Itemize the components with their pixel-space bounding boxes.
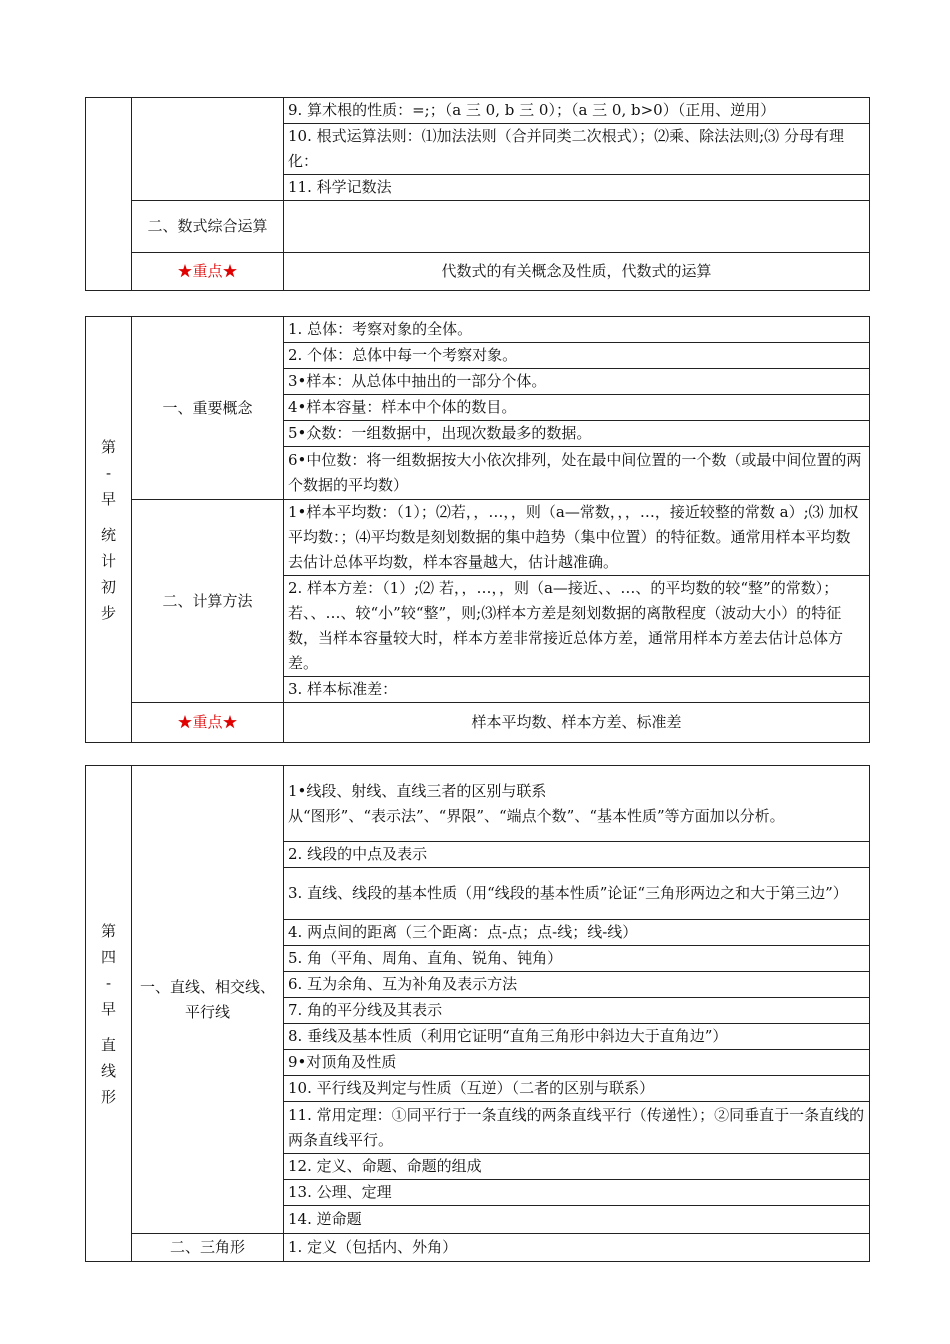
section-3-table — [85, 765, 870, 1262]
section-2-table — [85, 316, 870, 743]
content-row: 3•样本：从总体中抽出的一部分个体。 — [284, 369, 870, 395]
content-row: 9•对顶角及性质 — [284, 1050, 870, 1076]
content-row: 8. 垂线及基本性质（利用它证明“直角三角形中斜边大于直角边”） — [284, 1024, 870, 1050]
key-point-label: ★重点★ — [132, 253, 284, 291]
content-row: 6. 互为余角、互为补角及表示方法 — [284, 972, 870, 998]
content-row: 1•样本平均数：（1）；⑵若，，…，，则（a—常数，，，…，接近较整的常数 a）;⑶ 加权平均数：；⑷平均数是刻划数据的集中趋势（集中位置）的特征数。通常用样本平均数去估计总体平均数，样本容量越大，估计越准确。 — [284, 500, 870, 576]
content-row: 3. 样本标准差： — [284, 677, 870, 703]
content-row: 2. 样本方差：（1）;⑵ 若，，…，，则（a—接近、、…、的平均数的较“整”的常数）；若、、…、较“小”较“整”，则;⑶样本方差是刻划数据的离散程度（波动大小）的特征数，当样本容量较大时，样本方差非常接近总体方差，通常用样本方差去估计总体方差。 — [284, 576, 870, 677]
chapter-cell — [86, 766, 132, 1262]
key-point-label: ★重点★ — [132, 703, 284, 743]
chapter-cell — [86, 98, 132, 291]
sub-topic-label: 一、重要概念 — [132, 317, 284, 500]
sub-topic-label: 二、三角形 — [132, 1234, 284, 1262]
chapter-cell — [86, 317, 132, 743]
content-row: 4•样本容量：样本中个体的数目。 — [284, 395, 870, 421]
content-row: 7. 角的平分线及其表示 — [284, 998, 870, 1024]
content-row: 6•中位数：将一组数据按大小依次排列，处在最中间位置的一个数（或最中间位置的两个数据的平均数） — [284, 447, 870, 500]
content-row: 11. 常用定理：①同平行于一条直线的两条直线平行（传递性）；②同垂直于一条直线的两条直线平行。 — [284, 1102, 870, 1154]
content-row: 5. 角（平角、周角、直角、锐角、钝角） — [284, 946, 870, 972]
content-row: 1. 总体：考察对象的全体。 — [284, 317, 870, 343]
key-point-text: 样本平均数、样本方差、标准差 — [284, 703, 870, 743]
content-row: 13. 公理、定理 — [284, 1180, 870, 1206]
sub-topic-label: 二、数式综合运算 — [132, 201, 284, 253]
content-row: 2. 个体：总体中每一个考察对象。 — [284, 343, 870, 369]
content-row: 10. 根式运算法则：⑴加法法则（合并同类二次根式）；⑵乘、除法法则;⑶ 分母有理化： — [284, 124, 870, 175]
key-point-text: 代数式的有关概念及性质，代数式的运算 — [284, 253, 870, 291]
content-row: 5•众数：一组数据中，出现次数最多的数据。 — [284, 421, 870, 447]
content-row: 3. 直线、线段的基本性质（用“线段的基本性质”论证“三角形两边之和大于第三边”） — [284, 868, 870, 920]
sub-topic-label: 一、直线、相交线、平行线 — [132, 766, 284, 1234]
chapter-title: 第 - 早 统 计 初 步 — [100, 437, 116, 622]
sub-topic-cell — [132, 98, 284, 201]
content-row: 12. 定义、命题、命题的组成 — [284, 1154, 870, 1180]
chapter-title: 第 四 - 早 直 线 形 — [100, 921, 116, 1106]
section-1-table — [85, 97, 870, 291]
content-row — [284, 201, 870, 253]
content-row: 10. 平行线及判定与性质（互逆）（二者的区别与联系） — [284, 1076, 870, 1102]
content-row: 1. 定义（包括内、外角） — [284, 1234, 870, 1262]
sub-topic-label: 二、计算方法 — [132, 500, 284, 703]
content-row: 11. 科学记数法 — [284, 175, 870, 201]
content-row: 14. 逆命题 — [284, 1206, 870, 1234]
content-row: 4. 两点间的距离（三个距离：点-点；点-线；线-线） — [284, 920, 870, 946]
content-row: 2. 线段的中点及表示 — [284, 842, 870, 868]
content-row: 1•线段、射线、直线三者的区别与联系 从“图形”、“表示法”、“界限”、“端点个数”、“基本性质”等方面加以分析。 — [284, 766, 870, 842]
content-row: 9. 算术根的性质：=;；（a 三 0, b 三 0）；（a 三 0, b>0）（正用、逆用） — [284, 98, 870, 124]
